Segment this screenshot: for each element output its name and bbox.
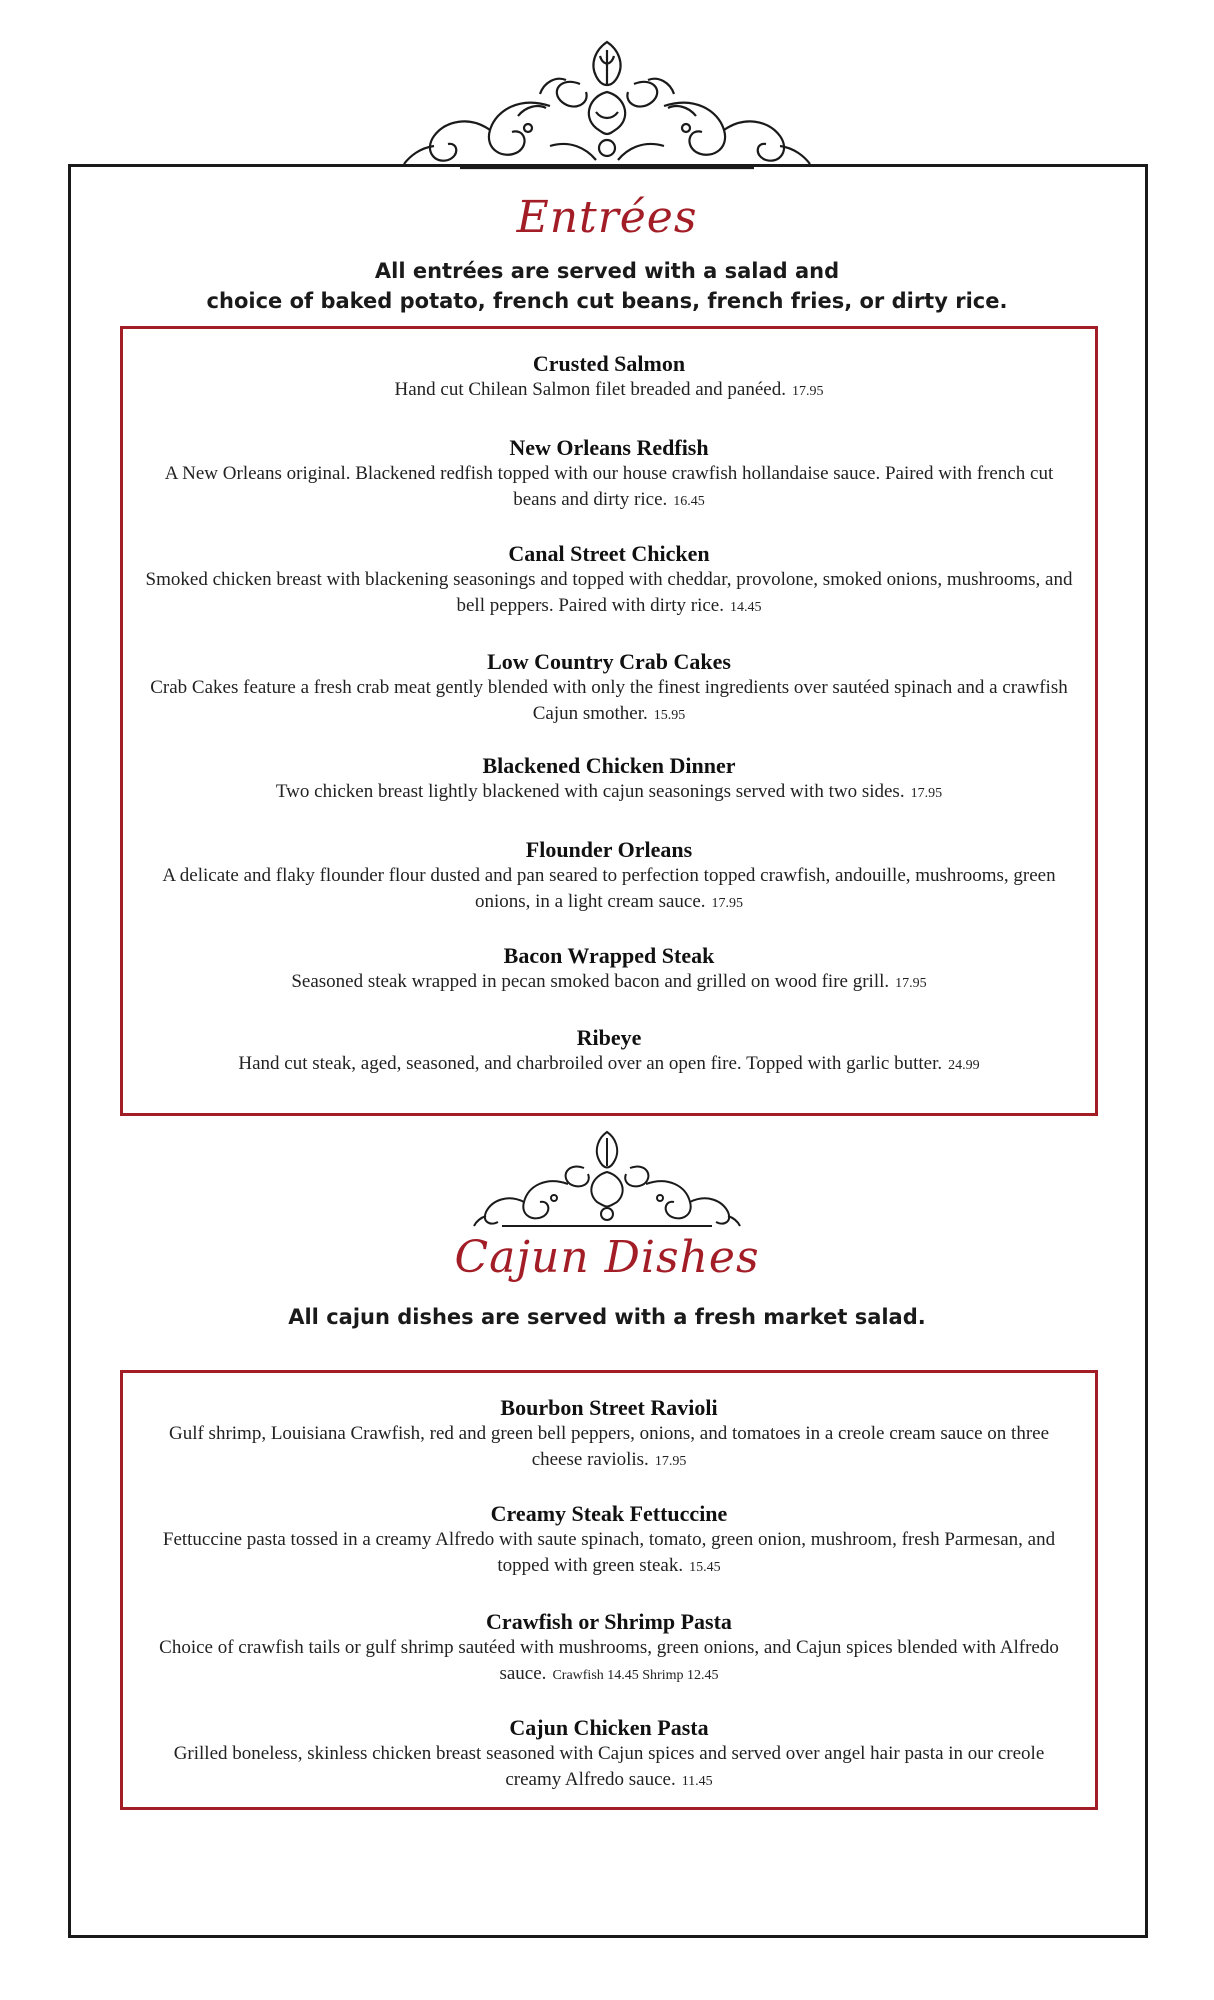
- menu-item: [123, 351, 1095, 405]
- item-price: 16.45: [673, 494, 705, 509]
- item-name: Flounder Orleans: [525, 837, 693, 862]
- item-price: 15.45: [689, 1560, 721, 1575]
- item-name: Ribeye: [576, 1025, 642, 1050]
- menu-item: [123, 837, 1095, 917]
- item-description: A New Orleans original. Blackened redfish topped with our house crawfish hollandaise sauce. Paired with french cut beans and dirty rice. 16.45: [164, 463, 1054, 510]
- item-description: Hand cut Chilean Salmon filet breaded and panéed. 17.95: [394, 379, 824, 400]
- item-description: Choice of crawfish tails or gulf shrimp sautéed with mushrooms, green onions, and Cajun spices blended with Alfredo sauce. Crawfish 14.45 Shrimp 12.45: [159, 1637, 1059, 1684]
- cajun-title: Cajun Dishes: [454, 1232, 760, 1283]
- entrees-title: Entrées: [516, 192, 698, 243]
- menu-item: [123, 1395, 1095, 1475]
- menu-item: [123, 649, 1095, 729]
- item-name: Blackened Chicken Dinner: [482, 753, 736, 778]
- item-price: 17.95: [895, 976, 927, 991]
- item-description: A delicate and flaky flounder flour dusted and pan seared to perfection topped crawfish, andouille, mushrooms, green onions, in a light cream sauce. 17.95: [162, 865, 1056, 912]
- item-name: Bacon Wrapped Steak: [503, 943, 715, 968]
- menu-item: [123, 1715, 1095, 1795]
- item-price: 24.99: [948, 1058, 980, 1073]
- item-name: Canal Street Chicken: [508, 541, 710, 566]
- item-name: Bourbon Street Ravioli: [500, 1395, 718, 1420]
- cajun-subtitle: All cajun dishes are served with a fresh market salad.: [288, 1305, 926, 1329]
- item-price: 11.45: [681, 1774, 713, 1789]
- item-name: Crusted Salmon: [532, 351, 686, 376]
- menu-item: [123, 435, 1095, 515]
- item-name: Creamy Steak Fettuccine: [490, 1501, 728, 1526]
- item-price: 17.95: [654, 1454, 687, 1469]
- item-description: Grilled boneless, skinless chicken breast seasoned with Cajun spices and served over angel hair pasta in our creole creamy Alfredo sauce. 11.45: [173, 1743, 1045, 1790]
- item-price: 14.45: [730, 600, 762, 615]
- menu-item: [123, 753, 1095, 807]
- item-price: Crawfish 14.45 Shrimp 12.45: [552, 1668, 719, 1683]
- item-description: Gulf shrimp, Louisiana Crawfish, red and green bell peppers, onions, and tomatoes in a creole cream sauce on three cheese raviolis. 17.95: [168, 1423, 1050, 1470]
- item-name: Crawfish or Shrimp Pasta: [486, 1609, 732, 1634]
- item-name: Low Country Crab Cakes: [487, 649, 731, 674]
- item-price: 17.95: [910, 786, 943, 801]
- entrees-subtitle-line1: All entrées are served with a salad and: [374, 259, 840, 283]
- cajun-box: [120, 1370, 1098, 1810]
- menu-item: [123, 541, 1095, 621]
- middle-flourish-ornament: [472, 1128, 742, 1228]
- entrees-subtitle: [0, 256, 1214, 316]
- item-description: Crab Cakes feature a fresh crab meat gently blended with only the finest ingredients over sautéed spinach and a crawfish Cajun smother. 15.95: [150, 677, 1068, 724]
- top-flourish-ornament: [400, 36, 814, 172]
- item-name: New Orleans Redfish: [509, 435, 709, 460]
- item-price: 17.95: [711, 896, 744, 911]
- menu-item: [123, 1609, 1095, 1689]
- menu-item: [123, 1501, 1095, 1581]
- item-description: Smoked chicken breast with blackening seasonings and topped with cheddar, provolone, smoked onions, mushrooms, and bell peppers. Paired with dirty rice. 14.45: [145, 569, 1073, 616]
- item-description: Hand cut steak, aged, seasoned, and charbroiled over an open fire. Topped with garlic butter. 24.99: [238, 1053, 980, 1074]
- entrees-subtitle-line2: choice of baked potato, french cut beans, french fries, or dirty rice.: [206, 289, 1008, 313]
- item-description: Seasoned steak wrapped in pecan smoked bacon and grilled on wood fire grill. 17.95: [291, 971, 927, 992]
- menu-item: [123, 943, 1095, 997]
- item-price: 15.95: [653, 708, 686, 723]
- menu-item: [123, 1025, 1095, 1079]
- item-description: Fettuccine pasta tossed in a creamy Alfredo with saute spinach, tomato, green onion, mushroom, fresh Parmesan, and topped with green steak. 15.45: [162, 1529, 1056, 1576]
- item-price: 17.95: [791, 384, 824, 399]
- entrees-box: [120, 326, 1098, 1116]
- item-name: Cajun Chicken Pasta: [509, 1715, 709, 1740]
- item-description: Two chicken breast lightly blackened with cajun seasonings served with two sides. 17.95: [275, 781, 943, 802]
